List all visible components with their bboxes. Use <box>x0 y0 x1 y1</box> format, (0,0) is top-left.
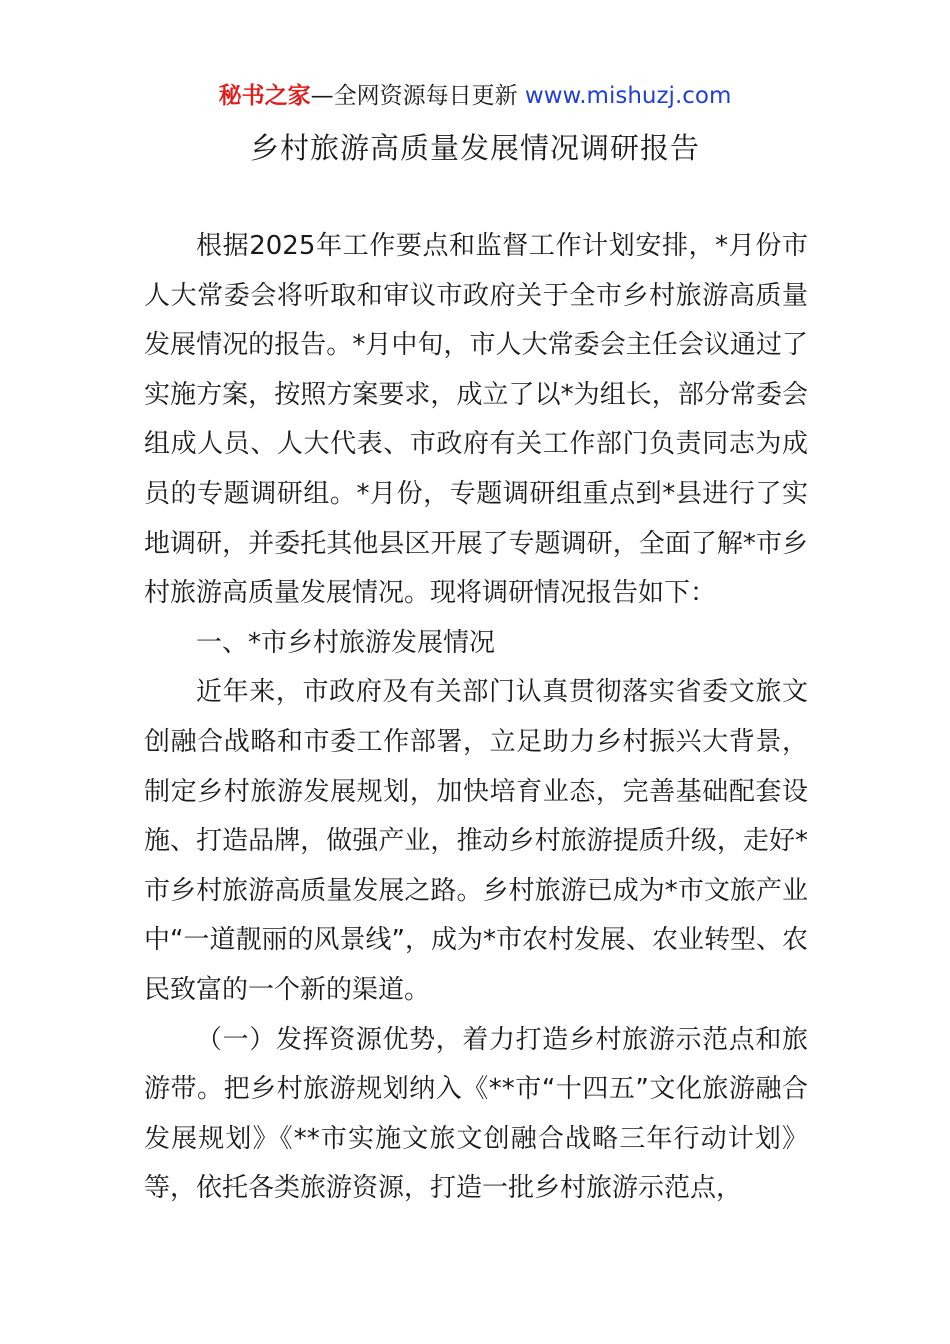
site-banner <box>0 80 950 112</box>
site-url-link[interactable]: www.mishuzj.com <box>524 83 732 109</box>
paragraph-subsection-1: （一）发挥资源优势，着力打造乡村旅游示范点和旅游带。把乡村旅游规划纳入《**市“十四五”文化旅游融合发展规划》《**市实施文旅文创融合战略三年行动计划》等，依托各类旅游资源，打造一批乡村旅游示范点， <box>144 1024 808 1204</box>
document-body <box>144 222 808 1214</box>
site-brand: 秘书之家 <box>218 83 311 109</box>
site-tagline: —全网资源每日更新 <box>310 83 518 109</box>
section-heading-1: 一、*市乡村旅游发展情况 <box>196 627 496 658</box>
paragraph-overview: 近年来，市政府及有关部门认真贯彻落实省委文旅文创融合战略和市委工作部署，立足助力乡村振兴大背景，制定乡村旅游发展规划，加快培育业态，完善基础配套设施、打造品牌，做强产业，推动乡村旅游提质升级，走好*市乡村旅游高质量发展之路。乡村旅游已成为*市文旅产业中“一道靓丽的风景线”，成为*市农村发展、农业转型、农民致富的一个新的渠道。 <box>144 677 808 1005</box>
paragraph-intro: 根据2025年工作要点和监督工作计划安排，*月份市人大常委会将听取和审议市政府关于全市乡村旅游高质量发展情况的报告。*月中旬，市人大常委会主任会议通过了实施方案，按照方案要求，成立了以*为组长，部分常委会组成人员、人大代表、市政府有关工作部门负责同志为成员的专题调研组。*月份，专题调研组重点到*县进行了实地调研，并委托其他县区开展了专题调研，全面了解*市乡村旅游高质量发展情况。现将调研情况报告如下： <box>144 231 808 609</box>
document-title: 乡村旅游高质量发展情况调研报告 <box>249 131 700 165</box>
